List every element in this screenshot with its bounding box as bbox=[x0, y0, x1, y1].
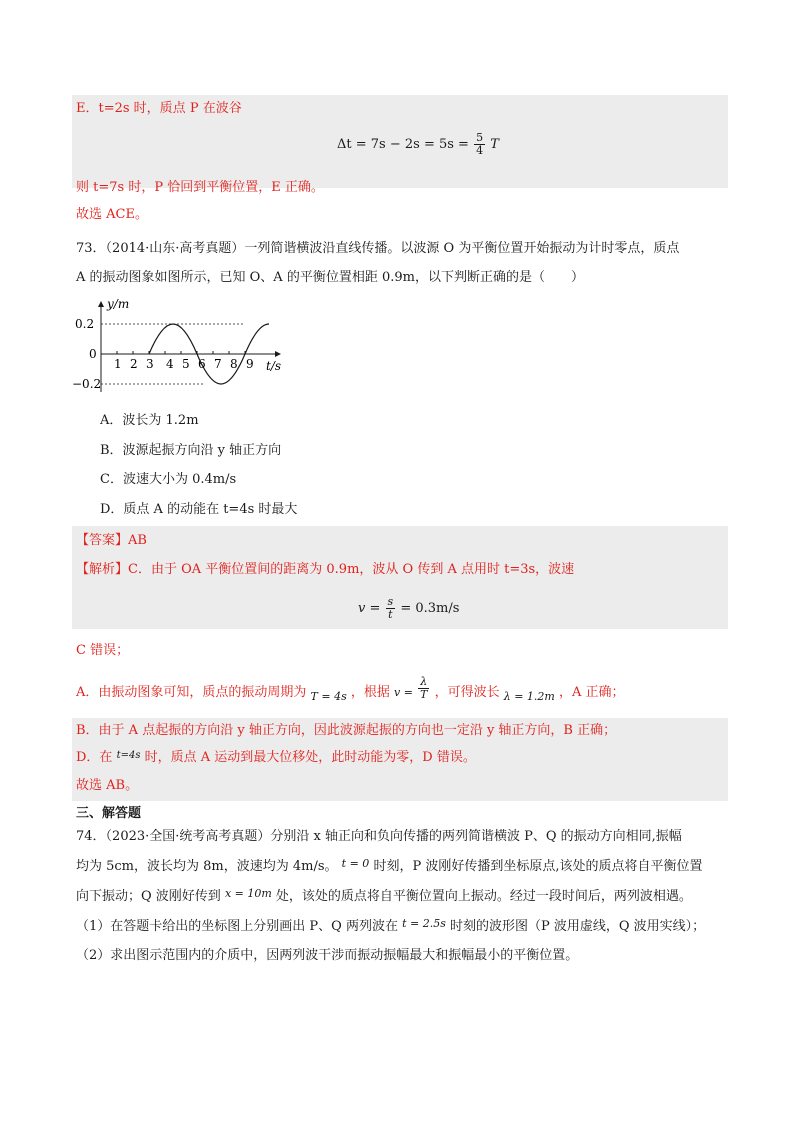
y-axis-label: y/m bbox=[107, 297, 130, 311]
x-tick-9: 9 bbox=[246, 357, 254, 371]
equation-v-right: = 0.3m/s bbox=[400, 601, 460, 616]
q74-eq-t: t = 2.5s bbox=[402, 917, 446, 930]
a-text-3: ，可得波长 bbox=[434, 685, 500, 700]
fraction-period: T bbox=[420, 688, 428, 701]
q74-stem-2 bbox=[76, 857, 702, 877]
option-a: A．波长为 1.2m bbox=[100, 413, 199, 428]
equation-delta-t-left: Δt = 7s − 2s = 5s = bbox=[337, 137, 469, 152]
d-text-1: D．在 bbox=[76, 750, 113, 765]
x-tick-3: 3 bbox=[146, 357, 154, 371]
x-tick-4: 4 bbox=[166, 357, 174, 371]
x-tick-6: 6 bbox=[198, 357, 206, 371]
q74-stem-3 bbox=[76, 887, 692, 907]
fraction-s-t bbox=[386, 596, 396, 621]
equation-delta-t-tail: T bbox=[490, 137, 499, 152]
fraction-5-4 bbox=[474, 132, 485, 157]
vibration-graph bbox=[72, 296, 292, 396]
option-b: B．波源起振方向沿 y 轴正方向 bbox=[100, 443, 282, 458]
choose-ab-line: 故选 AB。 bbox=[76, 778, 139, 793]
x-axis-label: t/s bbox=[266, 359, 282, 373]
q74-stem-3a: 向下振动；Q 波刚好传到 bbox=[76, 889, 221, 904]
equation-wave-speed bbox=[358, 596, 459, 621]
analysis-label: 【解析】 bbox=[76, 562, 129, 577]
a-text-2: ，根据 bbox=[350, 685, 390, 700]
analysis-line-d bbox=[76, 748, 476, 769]
q74-eq-x: x = 10m bbox=[224, 887, 272, 900]
c-wrong-line: C 错误； bbox=[76, 643, 130, 658]
d-text-2: 时，质点 A 运动到最大位移处，此时动能为零，D 错误。 bbox=[144, 750, 476, 765]
a-eq-lambda: λ = 1.2m bbox=[503, 690, 555, 703]
section-heading: 三、解答题 bbox=[76, 806, 142, 821]
analysis-line-c bbox=[76, 560, 574, 580]
y-tick-0: 0 bbox=[89, 347, 97, 361]
fraction-numerator: 5 bbox=[476, 131, 484, 144]
option-c: C．波速大小为 0.4m/s bbox=[100, 472, 237, 487]
q74-sub-2: （2）求出图示范围内的介质中，因两列波干涉而振动振幅最大和振幅最小的平衡位置。 bbox=[76, 948, 579, 963]
fraction-denominator: 4 bbox=[476, 144, 484, 157]
q73-stem-2: A 的振动图象如图所示，已知 O、A 的平衡位置相距 0.9m，以下判断正确的是（ ） bbox=[76, 270, 584, 285]
equation-delta-t bbox=[337, 132, 499, 157]
a-eq-period: T = 4s bbox=[310, 690, 347, 703]
a-eq-v: v = bbox=[394, 686, 413, 699]
q74-stem-2a: 均为 5cm，波长均为 8m，波速均为 4m/s。 bbox=[76, 859, 338, 874]
a-text-1: A．由振动图象可知，质点的振动周期为 bbox=[76, 685, 307, 700]
analysis-line-b: B．由于 A 点起振的方向沿 y 轴正方向，因此波源起振的方向也一定沿 y 轴正方向，B 正确； bbox=[76, 723, 617, 738]
q74-sub-1a: （1）在答题卡给出的坐标图上分别画出 P、Q 两列波在 bbox=[76, 919, 398, 934]
a-text-4: ，A 正确； bbox=[559, 685, 625, 700]
y-tick-neg-0-2: −0.2 bbox=[72, 377, 102, 391]
line-e-choose: 故选 ACE。 bbox=[76, 207, 148, 222]
q73-stem-1: 73．（2014·山东·高考真题）一列简谐横波沿直线传播。以波源 O 为平衡位置开始振动为计时零点，质点 bbox=[76, 241, 680, 256]
q74-sub-1b: 时刻的波形图（P 波用虚线，Q 波用实线）； bbox=[450, 919, 706, 934]
fraction-lambda: λ bbox=[418, 676, 429, 689]
y-tick-0-2: 0.2 bbox=[75, 317, 95, 331]
q74-stem-2b: 时刻，P 波刚好传播到坐标原点,该处的质点将自平衡位置 bbox=[373, 859, 703, 874]
fraction-lambda-t bbox=[418, 676, 429, 701]
q74-eq-t0: t = 0 bbox=[341, 857, 370, 870]
option-d: D．质点 A 的动能在 t=4s 时最大 bbox=[100, 502, 298, 517]
x-tick-8: 8 bbox=[230, 357, 238, 371]
x-tick-7: 7 bbox=[214, 357, 222, 371]
line-e-conclusion: 则 t=7s 时，P 恰回到平衡位置，E 正确。 bbox=[76, 180, 324, 195]
q74-stem-3b: 处，该处的质点将自平衡位置向上振动。经过一段时间后，两列波相遇。 bbox=[275, 889, 692, 904]
q74-sub-1 bbox=[76, 917, 705, 937]
fraction-s: s bbox=[387, 595, 394, 608]
x-tick-1: 1 bbox=[114, 357, 122, 371]
line-e-option: E．t=2s 时，质点 P 在波谷 bbox=[76, 101, 242, 116]
analysis-c-text: C．由于 OA 平衡位置间的距离为 0.9m，波从 O 传到 A 点用时 t=3s，波速 bbox=[128, 562, 575, 577]
equation-v-left: v = bbox=[358, 601, 381, 616]
answer-line: 【答案】AB bbox=[76, 533, 147, 548]
d-eq-time: t=4s bbox=[116, 750, 141, 761]
x-tick-5: 5 bbox=[182, 357, 190, 371]
fraction-t: t bbox=[388, 608, 393, 621]
q74-stem-1: 74．（2023·全国·统考高考真题）分别沿 x 轴正向和负向传播的两列简谐横波 P、Q 的振动方向相同,振幅 bbox=[76, 829, 682, 844]
analysis-line-a bbox=[76, 675, 625, 705]
x-tick-2: 2 bbox=[130, 357, 138, 371]
